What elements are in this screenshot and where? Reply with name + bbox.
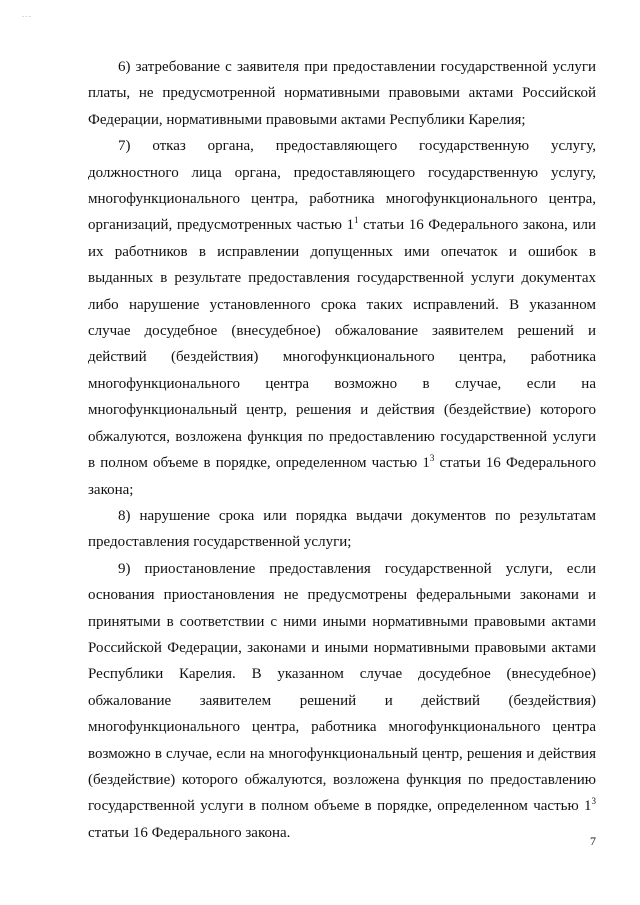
paragraph-7-text-1: 7) отказ органа, предоставляющего государственную услугу, должностного лица органа, предоставляющего государственную услугу, многофункционального центра, работника многофункционального центра, организаций, предусмотренных частью 1 [88, 138, 596, 234]
paragraph-9-text-1: 9) приостановление предоставления государственной услуги, если основания приостановления не предусмотрены федеральными законами и принятыми в соответствии с ними иными нормативными правовыми актами Российской Федерации, законами и иными нормативными правовыми актами Республики Карелия. В указанном случае досудебное (внесудебное) обжалование заявителем решений и действий (бездействия) многофункционального центра, работника многофункционального центра возможно в случае, если на многофункциональный центр, решения и действия (бездействие) которого обжалуются, возложена функция по предоставлению государственной услуги в полном объеме в порядке, определенном частью 1 [88, 560, 596, 815]
paragraph-8: 8) нарушение срока или порядка выдачи документов по результатам предоставления государственной услуги; [88, 507, 596, 551]
paragraph-9-text-2: статьи 16 Федерального закона. [88, 824, 291, 841]
page-number: 7 [590, 834, 596, 848]
paragraph-7 [88, 133, 596, 503]
scan-mark: - - - [22, 14, 31, 20]
paragraph-7-text-2: статьи 16 Федерального закона, или их работников в исправлении допущенных ими опечаток и ошибок в выданных в результате предоставления государственной услуги документах либо нарушение установленного срока таких исправлений. В указанном случае досудебное (внесудебное) обжалование заявителем решений и действий (бездействия) многофункционального центра, работника многофункционального центра возможно в случае, если на многофункциональный центр, решения и действия (бездействие) которого обжалуются, возложена функция по предоставлению государственной услуги в полном объеме в порядке, определенном частью 1 [88, 217, 596, 472]
paragraph-7-text-3: статьи 16 Федерального закона; [88, 455, 596, 498]
footnote-superscript: 3 [591, 796, 596, 807]
paragraph-9 [88, 556, 596, 846]
paragraph-6: 6) затребование с заявителя при предоставлении государственной услуги платы, не предусмотренной нормативными правовыми актами Российской Федерации, нормативными правовыми актами Республики Карелия; [88, 59, 596, 128]
footnote-superscript: 3 [429, 453, 435, 464]
footnote-superscript: 1 [354, 215, 359, 226]
document-body [88, 54, 596, 846]
